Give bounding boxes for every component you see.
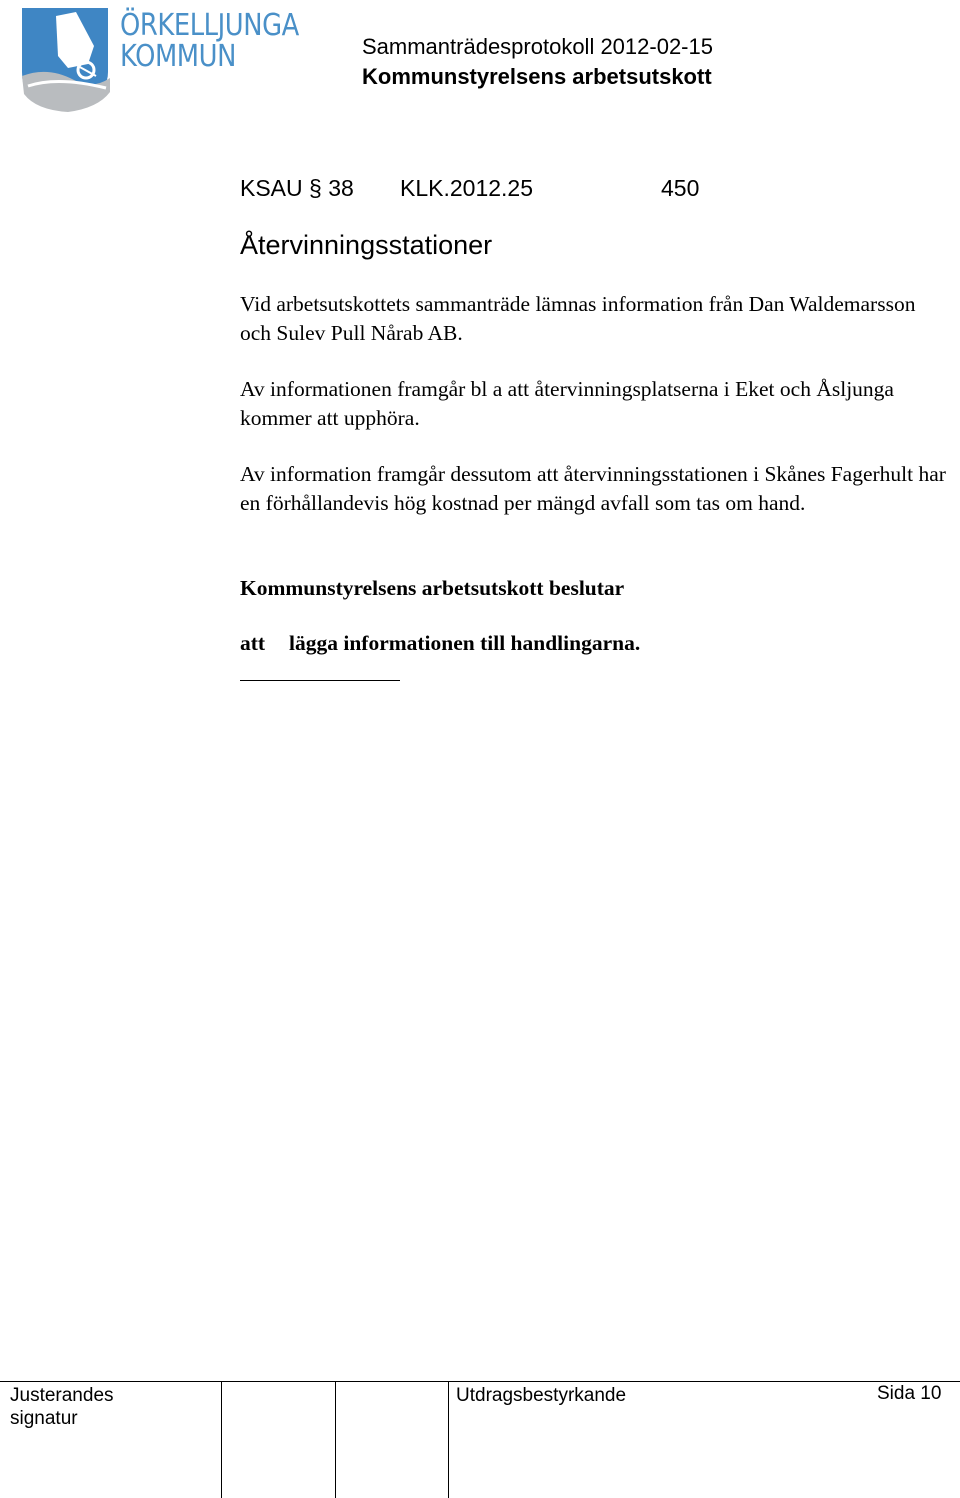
decision-text: lägga informationen till handlingarna. — [289, 631, 641, 655]
footer-utdragsbestyrkande: Utdragsbestyrkande — [456, 1385, 627, 1406]
paragraph-number: KSAU § 38 — [240, 175, 354, 201]
page-number: Sida 10 — [877, 1383, 942, 1404]
decision-end-rule — [240, 680, 400, 681]
case-number: KLK.2012.25 — [400, 175, 534, 201]
logo-line-1: ÖRKELLJUNGA — [120, 8, 299, 43]
decision-heading: Kommunstyrelsens arbetsutskott beslutar — [240, 576, 625, 600]
body-paragraph-1: Vid arbetsutskottets sammanträde lämnas information från Dan Waldemarsson och Sulev Pull Nårab AB. — [240, 292, 916, 345]
body-paragraph-3: Av information framgår dessutom att återvinningsstationen i Skånes Fagerhult har en förhållandevis hög kostnad per mängd avfall som tas om hand. — [240, 462, 946, 515]
municipality-logo — [18, 6, 114, 116]
decision-att: att — [240, 631, 266, 655]
logo-wordmark — [120, 10, 299, 72]
footer-column-divider-3 — [448, 1381, 449, 1498]
body-paragraph-2: Av informationen framgår bl a att återvinningsplatserna i Eket och Åsljunga kommer att upphöra. — [240, 377, 894, 430]
protocol-header: Sammanträdesprotokoll 2012-02-15 — [362, 34, 713, 59]
archive-code: 450 — [661, 175, 700, 201]
footer-divider — [0, 1381, 960, 1382]
decision-clause — [240, 631, 640, 656]
footer-column-divider-2 — [335, 1381, 336, 1498]
footer-column-divider-1 — [221, 1381, 222, 1498]
footer-justerandes-line-1: Justerandes — [10, 1385, 114, 1406]
committee-header: Kommunstyrelsens arbetsutskott — [362, 64, 712, 89]
page-title: Återvinningsstationer — [240, 230, 493, 260]
footer-justerandes-line-2: signatur — [10, 1408, 78, 1429]
footer-justerandes — [10, 1384, 114, 1430]
logo-line-2: KOMMUN — [120, 39, 236, 74]
